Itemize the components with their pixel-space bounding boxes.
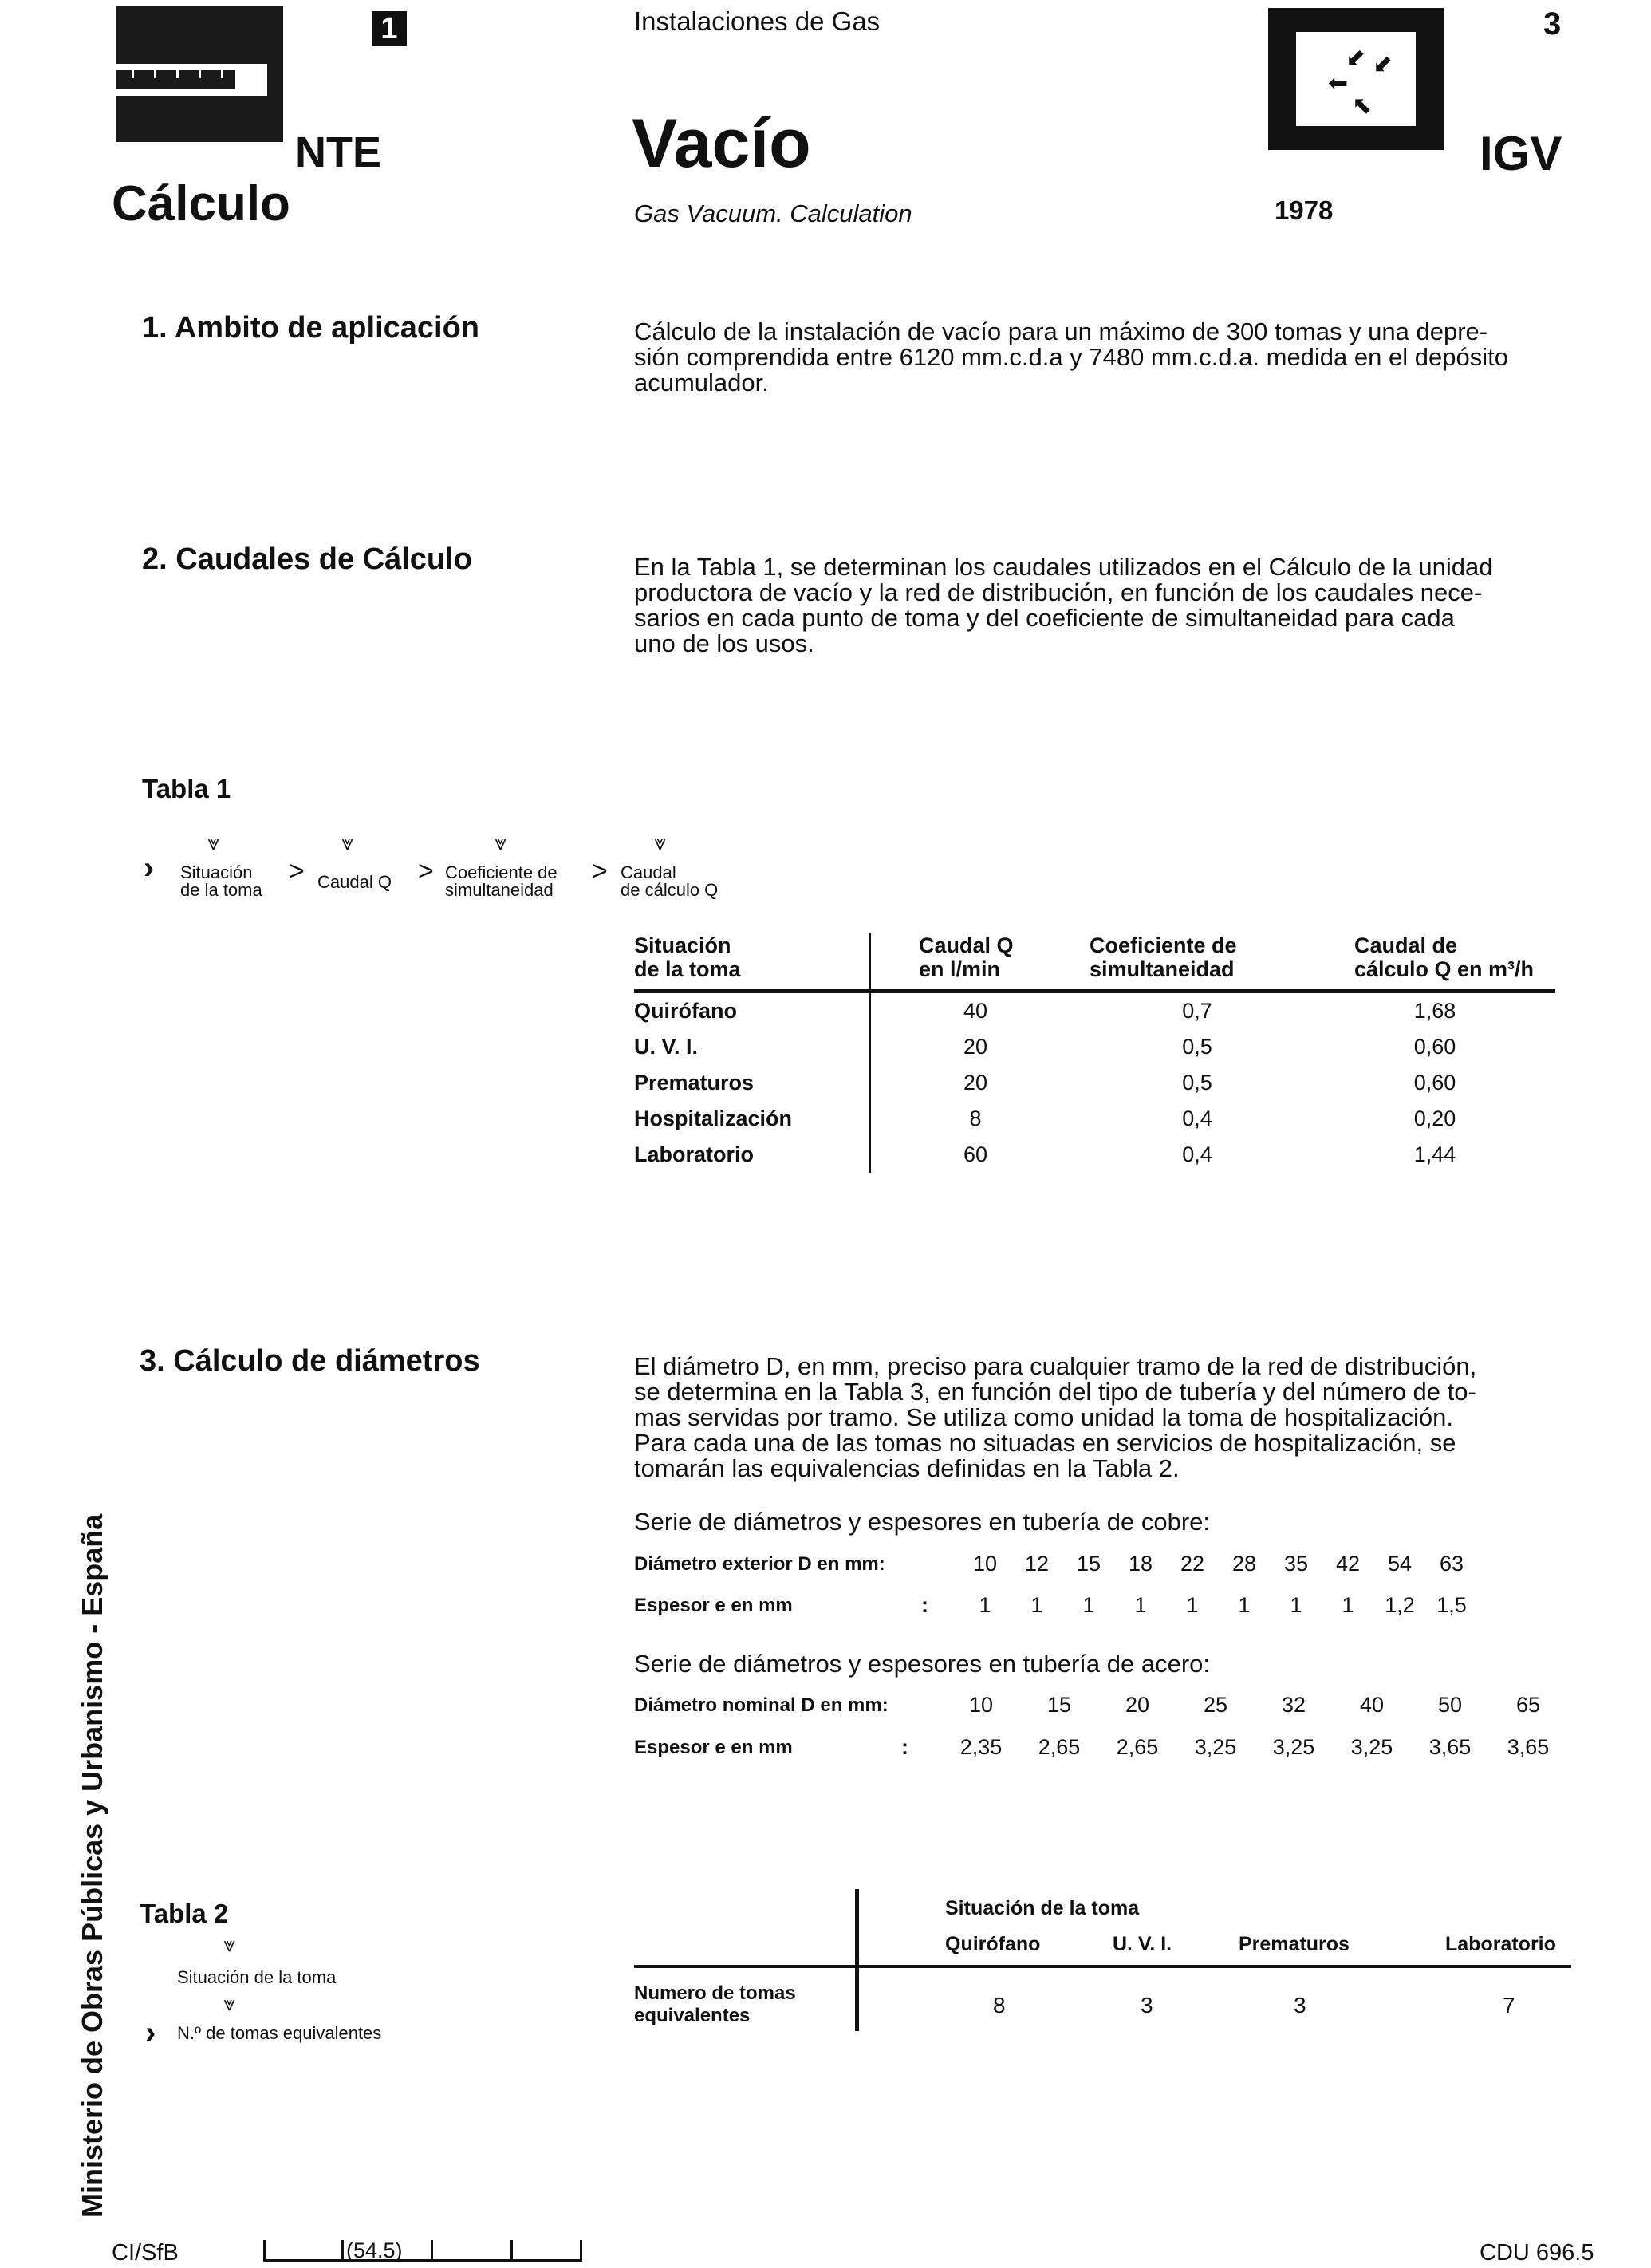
col-header-caudal: Caudal Q en l/min — [870, 933, 1081, 992]
series-value: 35 — [1283, 1552, 1309, 1576]
series-value: 15 — [1076, 1552, 1101, 1576]
series-value: 1 — [1238, 1593, 1251, 1617]
series-value: 15 — [1046, 1693, 1072, 1717]
value-laboratorio: 7 — [1503, 1993, 1515, 2018]
table-row: Laboratorio 60 0,4 1,44 — [634, 1137, 1555, 1173]
table-header-row — [634, 933, 1555, 992]
series-value: 54 — [1387, 1552, 1413, 1576]
steel-thickness-row: Espesor e en mm : 2,35 2,65 2,65 3,25 3,25 3,25 3,65 3,65 — [634, 1735, 1575, 1764]
cisfb-tick — [431, 2240, 433, 2262]
series-value: 1 — [1082, 1593, 1095, 1617]
section-1-text: Cálculo de la instalación de vacío para un máximo de 300 tomas y una depre- sión comprendida entre 6120 mm.c.d.a y 7480 mm.c.d.a. medida en el depósito acumulador. — [634, 318, 1508, 396]
series-value: 40 — [1359, 1693, 1385, 1717]
cisfb-code: (54.5) — [346, 2238, 403, 2262]
tabla-1-flow — [144, 830, 782, 905]
cisfb-tick — [580, 2240, 582, 2262]
table-row: Prematuros 20 0,5 0,60 — [634, 1065, 1555, 1101]
table-row: Quirófano 40 0,7 1,68 — [634, 992, 1555, 1030]
tabla-2-divider — [855, 1889, 859, 2031]
flow-step-caudal-calculo: Caudal de cálculo Q — [621, 862, 719, 900]
value-prematuros: 3 — [1294, 1993, 1306, 2018]
series-value: 3,65 — [1428, 1735, 1472, 1759]
series-value: 18 — [1128, 1552, 1153, 1576]
series-value: 12 — [1024, 1552, 1050, 1576]
section-3-text: El diámetro D, en mm, preciso para cualquier tramo de la red de distribución, se determina en la Tabla 3, en función del tipo de tubería y del número de to- mas servidas por tramo. Se utiliza como unidad la toma de hospitalización. Para cada una de las tomas no situadas en servicios de hospitalización, se tomarán las equivalencias definidas en la Tabla 2. — [634, 1352, 1477, 1482]
flow-arrow-icon: > — [418, 856, 434, 886]
cisfb-tick — [510, 2240, 513, 2262]
down-arrow-icon: ⩔ — [207, 830, 219, 854]
cisfb-label: CI/SfB — [112, 2240, 179, 2266]
series-value: 1 — [1290, 1593, 1302, 1617]
arrow-icon: ⬉ — [1352, 93, 1373, 119]
series-value: 20 — [1125, 1693, 1150, 1717]
tabla-1 — [634, 933, 1555, 1173]
section-2-title: 2. Caudales de Cálculo — [142, 542, 472, 576]
section-1-title: 1. Ambito de aplicación — [142, 311, 480, 345]
series-value: 1 — [979, 1593, 991, 1617]
section-2-text: En la Tabla 1, se determinan los caudales utilizados en el Cálculo de la unidad productora de vacío y la red de distribución, en función de los caudales nece- sarios en cada punto de toma y del coeficiente de simultaneidad para cada uno de los usos. — [634, 553, 1493, 657]
series-value: 50 — [1437, 1693, 1463, 1717]
tabla-2-label: Tabla 2 — [140, 1899, 229, 1928]
series-value: 2,65 — [1038, 1735, 1081, 1759]
series-value: 1 — [1134, 1593, 1147, 1617]
section-badge: 1 — [372, 11, 407, 46]
nte-label: NTE — [295, 128, 381, 176]
arrow-icon: ⬅ — [1328, 70, 1349, 97]
tabla-1-label: Tabla 1 — [142, 774, 231, 803]
arrow-icon: ⬋ — [1373, 51, 1393, 77]
series-value: 3,25 — [1350, 1735, 1393, 1759]
down-arrow-icon: ⩔ — [654, 830, 666, 854]
tabla-2-row-label: Numero de tomas equivalentes — [634, 1982, 796, 2026]
col-header-quirofano: Quirófano — [945, 1933, 1041, 1955]
col-header-caudal-calculo: Caudal de cálculo Q en m³/h — [1314, 933, 1555, 992]
series-value: 1,2 — [1385, 1593, 1415, 1617]
section-3-title: 3. Cálculo de diámetros — [140, 1344, 480, 1378]
flow-step-caudal: Caudal Q — [317, 872, 392, 892]
flow-step-situacion: Situación de la toma — [177, 1967, 337, 1987]
table-row: Hospitalización 8 0,4 0,20 — [634, 1101, 1555, 1137]
down-arrow-icon: ⩔ — [495, 830, 506, 854]
value-quirofano: 8 — [993, 1993, 1006, 2018]
col-header-situacion: Situación de la toma — [634, 933, 870, 992]
col-header-uvi: U. V. I. — [1113, 1933, 1172, 1955]
arrow-icon: ⬋ — [1346, 45, 1366, 71]
flow-step-tomas-equivalentes: N.º de tomas equivalentes — [177, 2023, 382, 2043]
series-value: 1 — [1186, 1593, 1199, 1617]
code-label: IGV — [1480, 127, 1562, 180]
subtitle-en: Gas Vacuum. Calculation — [634, 199, 912, 227]
flow-arrow-icon: › — [144, 850, 155, 886]
col-header-laboratorio: Laboratorio — [1445, 1933, 1556, 1955]
flow-arrow-icon: › — [145, 2015, 156, 2050]
col-header-coeficiente: Coeficiente de simultaneidad — [1080, 933, 1314, 992]
series-value: 2,35 — [959, 1735, 1003, 1759]
steel-diameter-row: Diámetro nominal D en mm: 10 15 20 25 32 40 50 65 — [634, 1693, 1575, 1722]
series-title: Instalaciones de Gas — [634, 6, 881, 36]
copper-series-title: Serie de diámetros y espesores en tubería de cobre: — [634, 1508, 1211, 1536]
series-value: 42 — [1335, 1552, 1361, 1576]
cisfb-tick — [263, 2240, 266, 2262]
series-value: 32 — [1281, 1693, 1306, 1717]
year: 1978 — [1275, 195, 1334, 225]
down-arrow-icon: ⩔ — [341, 830, 353, 854]
down-arrow-icon: ⩔ — [223, 1932, 235, 1956]
page-title: Vacío — [632, 105, 811, 182]
tabla-2-group-header: Situación de la toma — [945, 1897, 1140, 1919]
series-value: 3,25 — [1272, 1735, 1315, 1759]
series-value: 3,65 — [1507, 1735, 1550, 1759]
sheet-number: 3 — [1543, 6, 1562, 41]
nte-logo-pipe — [116, 6, 283, 142]
series-value: 10 — [968, 1693, 994, 1717]
cisfb-bar — [263, 2259, 582, 2262]
col-header-prematuros: Prematuros — [1239, 1933, 1350, 1955]
down-arrow-icon: ⩔ — [223, 1991, 235, 2015]
series-value: 65 — [1515, 1693, 1541, 1717]
series-value: 25 — [1203, 1693, 1228, 1717]
series-value: 1,5 — [1436, 1593, 1467, 1617]
table-row: U. V. I. 20 0,5 0,60 — [634, 1029, 1555, 1065]
series-value: 2,65 — [1116, 1735, 1159, 1759]
flow-step-situacion: Situación de la toma — [180, 862, 262, 900]
steel-series-title: Serie de diámetros y espesores en tubería de acero: — [634, 1650, 1211, 1678]
series-value: 1 — [1030, 1593, 1043, 1617]
section-title: Cálculo — [112, 176, 290, 231]
flow-step-coeficiente: Coeficiente de simultaneidad — [445, 862, 558, 900]
series-value: 22 — [1180, 1552, 1205, 1576]
series-value: 10 — [972, 1552, 998, 1576]
cdu-label: CDU 696.5 — [1480, 2240, 1594, 2266]
series-value: 3,25 — [1194, 1735, 1237, 1759]
series-value: 1 — [1342, 1593, 1354, 1617]
tabla-2-rule — [634, 1965, 1571, 1968]
value-uvi: 3 — [1141, 1993, 1153, 2018]
copper-diameter-row: Diámetro exterior D en mm: 10 12 15 18 22 28 35 42 54 63 — [634, 1552, 1575, 1580]
copper-thickness-row: Espesor e en mm : 1 1 1 1 1 1 1 1 1,2 1,5 — [634, 1593, 1575, 1622]
flow-arrow-icon: > — [592, 856, 608, 886]
flow-arrow-icon: > — [289, 856, 305, 886]
cisfb-tick — [341, 2240, 344, 2262]
series-value: 63 — [1439, 1552, 1464, 1576]
series-value: 28 — [1231, 1552, 1257, 1576]
ministry-vertical-label: Ministerio de Obras Públicas y Urbanismo - España — [76, 1513, 108, 2218]
vacuum-logo — [1268, 8, 1444, 150]
